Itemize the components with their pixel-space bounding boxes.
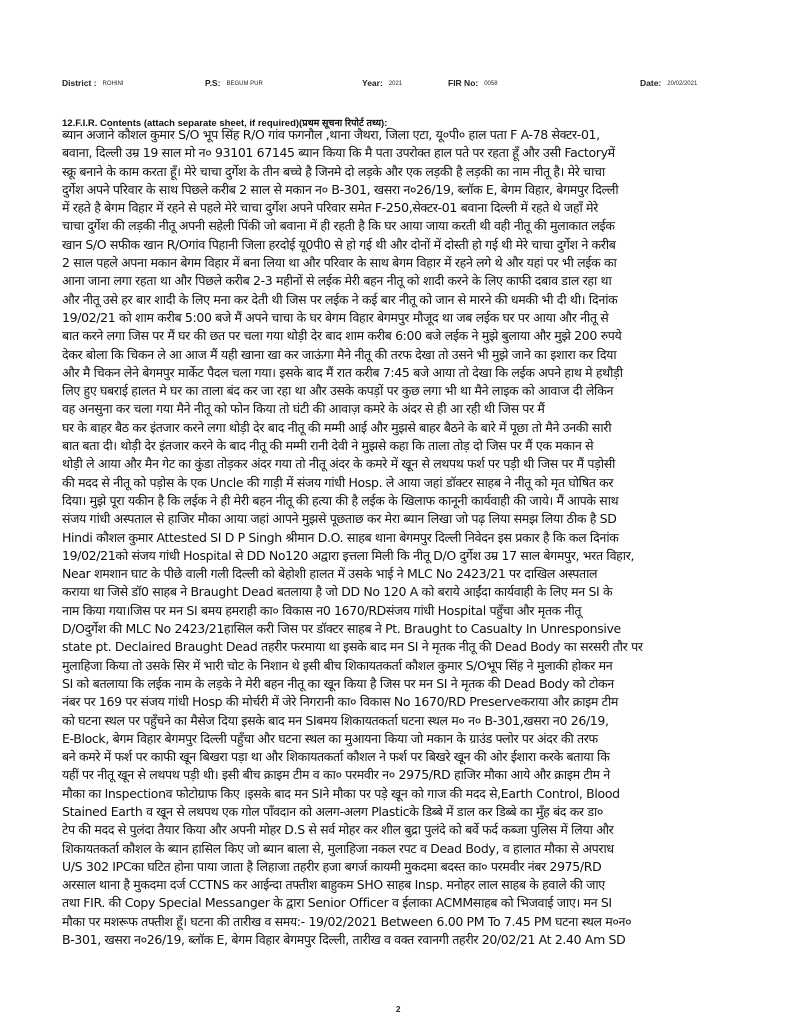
body-line: थोड़ी ले आया और मैन गेट का कुंडा तोड़कर अंदर गया तो नीतू अंदर के कमरे में खून से लथपथ फर्श पर पड़ी थी जिस पर मैं पड़ोसी xyxy=(62,456,616,472)
body-line: कराया था जिसे डॉ0 साहब ने Braught Dead बतलाया है जो DD No 120 A को बराये आईंदा कार्यवाही के लिए मन SI के xyxy=(62,584,613,600)
body-line: 19/02/21को संजय गांधी Hospital से DD No120 अद्वारा इत्तला मिली कि नीतू D/O दुर्गेश उम्र 17 साल बेगमपुर, भरत विहार, xyxy=(62,547,635,563)
date-value: 20/02/2021 xyxy=(667,81,698,87)
body-line: की मदद से नीतू को पड़ोस के एक Uncle की गाड़ी में संजय गांधी Hosp. ले आया जहां डॉक्टर साहब ने नीतू को मृत घोषित कर xyxy=(62,474,614,490)
fir-number-field xyxy=(448,78,498,88)
body-line: बात बता दी। थोड़ी देर इंतजार करने के बाद नीतू की मम्मी रानी देवी ने मुझसे कहा कि ताला तोड़ दो जिस पर मैं एक मकान से xyxy=(62,438,594,454)
date-label: Date: xyxy=(640,78,662,88)
body-line: 19/02/21 को शाम करीब 5:00 बजे मैं अपने चाचा के घर बेगम विहार बेगमपुर मौजूद था जब लईक घर पर आया और नीतू से xyxy=(62,309,609,325)
body-line: नंबर पर 169 पर संजय गांधी Hosp की मोर्चरी में जेरे निगरानी का० विकास No 1670/RD Preserveकराया और क्राइम टीम xyxy=(62,694,618,710)
page-number: 2 xyxy=(396,1005,401,1014)
body-line: खान S/O सफीक खान R/Oगांव पिहानी जिला हरदोई यू0पी0 से हो गई थी और दोनों में दोस्ती हो गई थी मेरे चाचा दुर्गेश ने करीब xyxy=(62,236,616,252)
fir-contents-body xyxy=(62,126,750,949)
body-line: दिया। मुझे पूरा यकीन है कि लईक ने ही मेरी बहन नीतू की हत्या की है लईक के खिलाफ कानूनी कार्यवाही की जाये। मैं आपके साथ xyxy=(62,492,619,508)
body-line: Hindi कौशल कुमार Attested SI D P Singh श्रीमान D.O. साहब थाना बेगमपुर दिल्ली निवेदन इस प्रकार है कि कल दिनांक xyxy=(62,529,619,545)
body-line: Stained Earth व खून से लथपथ एक गोल पाँवदान को अलग-अलग Plasticके डिब्बे में डाल कर डिब्बे का मुँह बंद कर डा० xyxy=(62,803,604,819)
body-line: टेप की मदद से पुलंदा तैयार किया और अपनी मोहर D.S से सर्व मोहर कर शील बुद्रा पुलंदे को बर्वे फर्द कब्जा पुलिस में लिया और xyxy=(62,822,614,838)
body-line: संजय गांधी अस्पताल से हाजिर मौका आया जहां आपने मुझसे पूछताछ कर मेरा ब्यान लिखा जो पढ़ लिया समझ लिया ठीक है SD xyxy=(62,511,617,527)
year-field xyxy=(362,78,402,88)
body-line: में रहते है बेगम विहार में रहने से पहले मेरे चाचा दुर्गेश अपने परिवार समेत F-250,सेक्टर-01 बवाना दिल्ली में रहते थे जहाँ मेरे xyxy=(62,200,598,216)
body-line: मौका का Inspectionव फोटोग्राफ किए ।इसके बाद मन SIने मौका पर पड़े खून को गाज की मदद से,Earth Control, Blood xyxy=(62,785,620,801)
date-field xyxy=(640,78,697,88)
body-line: यहीं पर नीतू खून से लथपथ पड़ी थी। इसी बीच क्राइम टीम व का० परमवीर न० 2975/RD हाजिर मौका आये और क्राइम टीम ने xyxy=(62,767,610,783)
body-line: चाचा दुर्गेश की लड़की नीतू अपनी सहेली पिंकी जो बवाना में ही रहती है कि घर आया जाया करती थी वही नीतू की मुलाकात लईक xyxy=(62,218,615,234)
body-line: ब्यान अजाने कौशल कुमार S/O भूप सिंह R/O गांव फगनौल ,थाना जैथरा, जिला एटा, यू०पी० हाल पता F A-78 सेक्टर-01, xyxy=(62,127,600,142)
body-line: Near शमशान घाट के पीछे वाली गली दिल्ली को बेहोशी हालत में उसके भाई ने MLC No 2423/21 पर दाखिल अस्पताल xyxy=(62,566,598,582)
ps-label: P.S: xyxy=(205,78,221,88)
body-line: आना जाना लगा रहता था और पिछले करीब 2-3 महीनों से लईक मेरी बहन नीतू को शादी करने के लिए काफी दबाव डाल रहा था xyxy=(62,273,612,289)
body-line: घर के बाहर बैठ कर इंतजार करने लगा थोड़ी देर बाद नीतू की मम्मी आई और मुझसे बाहर बैठने के बारे में पूछा तो मैने उनकी सारी xyxy=(62,419,612,435)
body-line: D/Oदुर्गेश की MLC No 2423/21हासिल करी जिस पर डॉक्टर साहब ने Pt. Braught to Casualty In Unresponsive xyxy=(62,621,621,637)
year-label: Year: xyxy=(362,78,383,88)
body-line: नाम किया गया।जिस पर मन SI बमय हमराही का० विकास न0 1670/RDसंजय गांधी Hospital पहुँचा और मृतक नीतू xyxy=(62,602,582,618)
body-line: 2 साल पहले अपना मकान बेगम विहार में बना लिया था और परिवार के साथ बेगम विहार में रहने लगे थे और यहां पर भी लईक का xyxy=(62,255,617,271)
district-label: District : xyxy=(62,78,97,88)
section-title: 12.F.I.R. Contents (attach separate sheet, if required)(प्रथम सूचना रिपोर्ट तथ्य): xyxy=(62,118,388,129)
district-value: ROHINI xyxy=(102,81,124,87)
body-line: स्क्रू बनाने के काम करता हूँ। मेरे चाचा दुर्गेश के तीन बच्चे है जिनमे दो लड़के और एक लड़की है लड़की का नाम नीतू है। मेरे चाचा xyxy=(62,163,605,179)
body-line: तथा FIR. की Copy Special Messanger के द्वारा Senior Officer व ईलाका ACMMसाहब को भिजवाई जाए। मन SI xyxy=(62,895,612,911)
body-line: state pt. Declaired Braught Dead तहरीर फरमाया था इसके बाद मन SI ने मृतक नीतू की Dead Body का सरसरी तौर पर xyxy=(62,639,643,655)
body-line: को घटना स्थल पर पहुँचने का मैसेज दिया इसके बाद मन SIबमय शिकायतकर्ता घटना स्थल म० न० B-301,खसरा न0 26/19, xyxy=(62,712,609,728)
body-line: और नीतू उसे हर बार शादी के लिए मना कर देती थी जिस पर लईक ने कई बार नीतू को जान से मारने की धमकी भी दी थी। दिनांक xyxy=(62,291,618,307)
fir-value: 0058 xyxy=(484,81,498,87)
body-line: SI को बतलाया कि लईक नाम के लड़के ने मेरी बहन नीतू का खून किया है जिस पर मन SI ने मृतक की Dead Body को टोकन xyxy=(62,675,614,691)
body-line: और मै चिकन लेने बेगमपुर मार्केट पैदल चला गया। इसके बाद मैं रात करीब 7:45 बजे आया तो देखा कि लईक अपने हाथ मे हथौड़ी xyxy=(62,364,623,380)
body-line: बने कमरे में फर्श पर काफी खून बिखरा पड़ा था और शिकायतकर्ता कौशल ने फर्श पर बिखरे खून की ओर ईशारा करके बताया कि xyxy=(62,749,610,765)
ps-value: BEGUM PUR xyxy=(226,81,263,87)
body-line: मुलाहिजा किया तो उसके सिर में भारी चोट के निशान थे इसी बीच शिकायतकर्ता कौशल कुमार S/Oभूप सिंह ने मुलाकी होकर मन xyxy=(62,657,613,673)
body-line: U/S 302 IPCका घटित होना पाया जाता है लिहाजा तहरीर हजा बगर्ज कायमी मुकदमा बदस्त का० परमवीर नंबर 2975/RD xyxy=(62,858,602,874)
body-line: शिकायतकर्ता कौशल के ब्यान हासिल किए जो ब्यान बाला से, मुलाहिजा नकल रपट व Dead Body, व हालात मौका से अपराध xyxy=(62,840,614,856)
body-line: B-301, खसरा न०26/19, ब्लॉक E, बेगम विहार बेगमपुर दिल्ली, तारीख व वक्त रवानगी तहरीर 20/02/21 At 2.40 Am SD xyxy=(62,932,626,948)
district-field xyxy=(62,78,123,88)
body-line: लिए हुए घबराई हालत मे घर का ताला बंद कर जा रहा था और उसके कपड़ों पर कुछ लगा भी था मैने लाइक को आवाज दी लेकिन xyxy=(62,383,614,399)
fir-label: FIR No: xyxy=(448,78,479,88)
body-line: दुर्गेश अपने परिवार के साथ पिछले करीब 2 साल से मकान न० B-301, खसरा न०26/19, ब्लॉक E, बेगम विहार, बेगमपुर दिल्ली xyxy=(62,181,619,197)
body-line: बवाना, दिल्ली उम्र 19 साल मो न० 93101 67145 ब्यान किया कि मै पता उपरोक्त हाल पते पर रहता हूँ और उसी Factoryमें xyxy=(62,145,615,161)
body-line: मौका पर मशरूफ तफ्तीश हूँ। घटना की तारीख व समय:- 19/02/2021 Between 6.00 PM To 7.45 PM घटना स्थल म०न० xyxy=(62,913,632,929)
body-line: अरसाल थाना है मुकदमा दर्ज CCTNS कर आईन्दा तफ्तीश बाहुकम SHO साहब Insp. मनोहर लाल साहब के हवाले की जाए xyxy=(62,877,605,893)
body-line: वह अनसुना कर चला गया मैने नीतू को फोन किया तो घंटी की आवाज़ कमरे के अंदर से ही आ रही थी जिस पर मैं xyxy=(62,401,545,417)
year-value: 2021 xyxy=(388,81,403,87)
body-line: बात करने लगा जिस पर मैं घर की छत पर चला गया थोड़ी देर बाद शाम करीब 6:00 बजे लईक ने मुझे बुलाया और मुझे 200 रुपये xyxy=(62,328,622,344)
fir-header xyxy=(0,78,796,92)
body-line: E-Block, बेगम विहार बेगमपुर दिल्ली पहुँचा और घटना स्थल का मुआयना किया जो मकान के ग्राउंड फ्लोर पर अंदर की तरफ xyxy=(62,730,598,746)
police-station-field xyxy=(205,78,263,88)
body-line: देकर बोला कि चिकन ले आ आज मैं यही खाना खा कर जाऊंगा मैने नीतू की तरफ देखा तो उसने भी मुझे जाने का इशारा कर दिया xyxy=(62,346,617,362)
